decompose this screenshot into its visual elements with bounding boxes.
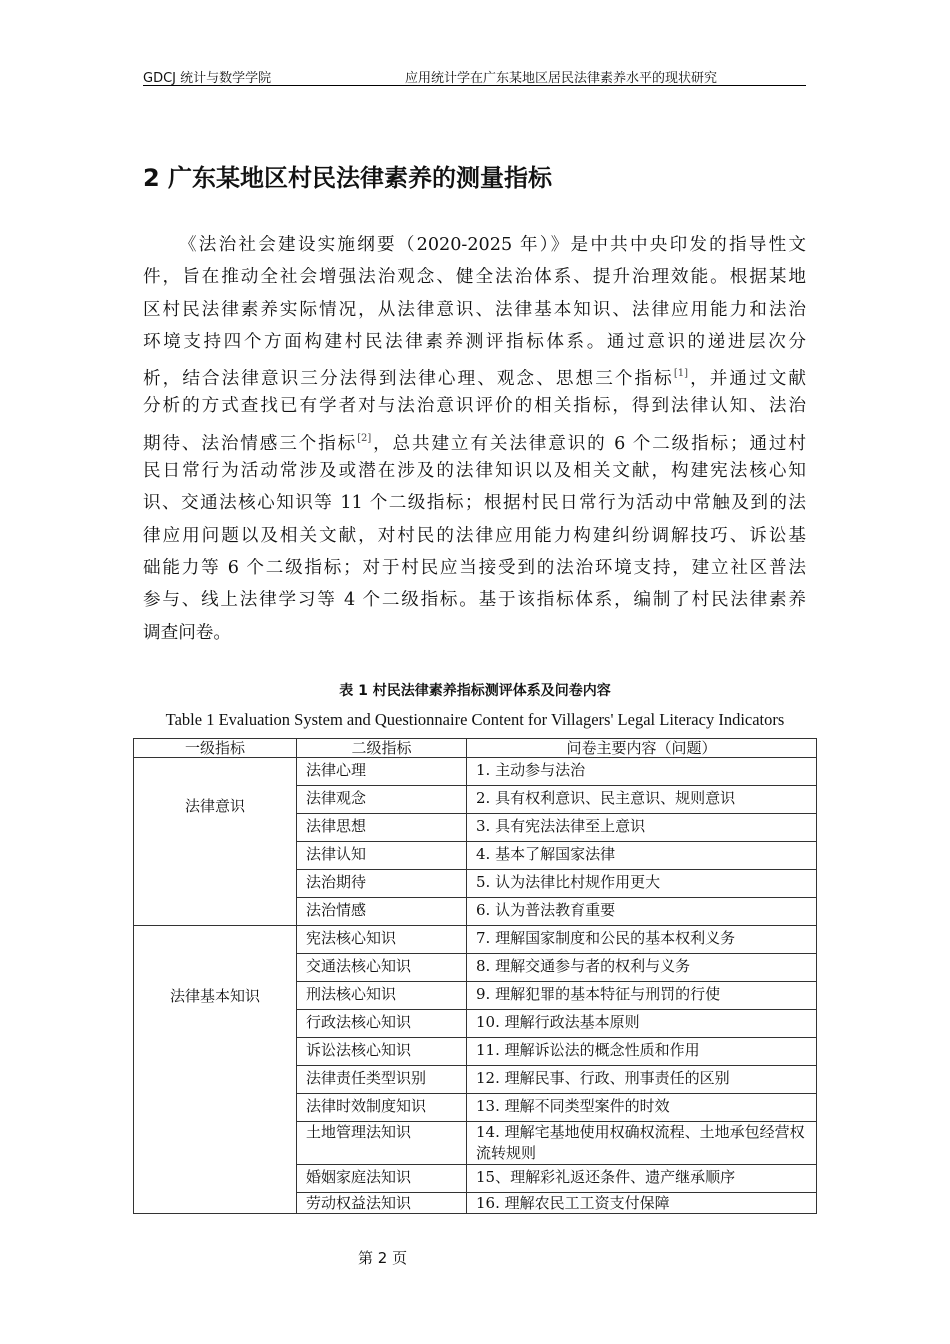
level2-indicator: 法律心理 <box>297 758 467 786</box>
question-content: 9. 理解犯罪的基本特征与刑罚的行使 <box>467 982 817 1010</box>
level2-indicator: 土地管理法知识 <box>297 1122 467 1165</box>
table-row <box>134 926 817 954</box>
table-header-row <box>134 739 817 758</box>
question-content: 15、理解彩礼返还条件、遗产继承顺序 <box>467 1165 817 1193</box>
question-content: 2. 具有权利意识、民主意识、规则意识 <box>467 786 817 814</box>
col-header-level1: 一级指标 <box>134 739 297 758</box>
section-title: 2 广东某地区村民法律素养的测量指标 <box>143 164 553 192</box>
header-left: GDCJ 统计与数学学院 <box>143 71 272 86</box>
level2-indicator: 刑法核心知识 <box>297 982 467 1010</box>
level2-indicator: 法治情感 <box>297 898 467 926</box>
page-header <box>143 64 806 86</box>
line-text: 民日常行为活动常涉及或潜在涉及的法律知识以及相关文献，构建宪法核心知 <box>143 461 806 482</box>
question-content: 7. 理解国家制度和公民的基本权利义务 <box>467 926 817 954</box>
question-content: 11. 理解诉讼法的概念性质和作用 <box>467 1038 817 1066</box>
question-content: 10. 理解行政法基本原则 <box>467 1010 817 1038</box>
line-text: 础能力等 6 个二级指标；对于村民应当接受到的法治环境支持，建立社区普法 <box>143 557 806 578</box>
level2-indicator: 法律责任类型识别 <box>297 1066 467 1094</box>
indicator-table <box>133 738 817 1214</box>
paragraph-line <box>143 296 806 328</box>
paragraph-line <box>143 328 806 360</box>
paragraph-line <box>143 263 806 295</box>
header-right: 应用统计学在广东某地区居民法律素养水平的现状研究 <box>405 71 718 86</box>
line-text: 参与、线上法律学习等 4 个二级指标。基于该指标体系，编制了村民法律素养 <box>143 590 806 611</box>
page-number: 第 2 页 <box>358 1249 408 1267</box>
paragraph-line <box>143 392 806 424</box>
level2-indicator: 法律思想 <box>297 814 467 842</box>
citation-ref[interactable]: [1] <box>673 368 689 380</box>
paragraph-line <box>143 360 806 392</box>
question-content: 5. 认为法律比村规作用更大 <box>467 870 817 898</box>
level2-indicator: 法律时效制度知识 <box>297 1094 467 1122</box>
level2-indicator: 法治期待 <box>297 870 467 898</box>
level2-indicator: 交通法核心知识 <box>297 954 467 982</box>
table-row <box>134 758 817 786</box>
paragraph-line <box>143 586 806 618</box>
question-content: 14. 理解宅基地使用权确权流程、土地承包经营权流转规则 <box>467 1122 817 1165</box>
line-text: ，总共建立有关法律意识的 6 个二级指标；通过村 <box>371 433 806 454</box>
line-text: 识、交通法核心知识等 11 个二级指标；根据村民日常行为活动中常触及到的法 <box>143 493 806 514</box>
table-caption-en: Table 1 Evaluation System and Questionnaire Content for Villagers' Legal Literacy Indicators <box>165 710 785 729</box>
question-content: 1. 主动参与法治 <box>467 758 817 786</box>
level2-indicator: 诉讼法核心知识 <box>297 1038 467 1066</box>
question-content: 16. 理解农民工工资支付保障 <box>467 1193 817 1214</box>
level1-indicator: 法律意识 <box>134 758 297 926</box>
question-content: 6. 认为普法教育重要 <box>467 898 817 926</box>
paragraph-line <box>143 619 806 651</box>
line-text: 期待、法治情感三个指标 <box>143 433 358 454</box>
line-text: 件，旨在推动全社会增强法治观念、健全法治体系、提升治理效能。根据某地 <box>143 267 806 288</box>
line-text: 区村民法律素养实际情况，从法律意识、法律基本知识、法律应用能力和法治 <box>143 299 806 320</box>
question-content: 3. 具有宪法法律至上意识 <box>467 814 817 842</box>
table-caption-cn: 表 1 村民法律素养指标测评体系及问卷内容 <box>339 683 611 699</box>
body-paragraph <box>143 231 806 651</box>
level2-indicator: 法律观念 <box>297 786 467 814</box>
line-text: 调查问卷。 <box>143 622 231 643</box>
level2-indicator: 行政法核心知识 <box>297 1010 467 1038</box>
col-header-level2: 二级指标 <box>297 739 467 758</box>
line-text: 分析的方式查找已有学者对与法治意识评价的相关指标，得到法律认知、法治 <box>143 396 806 417</box>
col-header-question: 问卷主要内容（问题） <box>467 739 817 758</box>
line-text: ，并通过文献 <box>688 369 806 390</box>
paragraph-line <box>143 522 806 554</box>
paragraph-line <box>143 425 806 457</box>
level2-indicator: 宪法核心知识 <box>297 926 467 954</box>
level2-indicator: 劳动权益法知识 <box>297 1193 467 1214</box>
line-text: 析，结合法律意识三分法得到法律心理、观念、思想三个指标 <box>143 369 674 390</box>
paragraph-line <box>143 554 806 586</box>
line-text: 《法治社会建设实施纲要（2020-2025 年）》是中共中央印发的指导性文 <box>179 235 806 255</box>
paragraph-line <box>143 231 806 263</box>
line-text: 律应用问题以及相关文献，对村民的法律应用能力构建纠纷调解技巧、诉讼基 <box>143 525 806 546</box>
level2-indicator: 法律认知 <box>297 842 467 870</box>
paragraph-line <box>143 489 806 521</box>
level1-indicator: 法律基本知识 <box>134 926 297 1214</box>
question-content: 13. 理解不同类型案件的时效 <box>467 1094 817 1122</box>
line-text: 环境支持四个方面构建村民法律素养测评指标体系。通过意识的递进层次分 <box>143 331 806 352</box>
citation-ref[interactable]: [2] <box>357 432 372 444</box>
question-content: 4. 基本了解国家法律 <box>467 842 817 870</box>
question-content: 8. 理解交通参与者的权利与义务 <box>467 954 817 982</box>
level2-indicator: 婚姻家庭法知识 <box>297 1165 467 1193</box>
question-content: 12. 理解民事、行政、刑事责任的区别 <box>467 1066 817 1094</box>
paragraph-line <box>143 457 806 489</box>
